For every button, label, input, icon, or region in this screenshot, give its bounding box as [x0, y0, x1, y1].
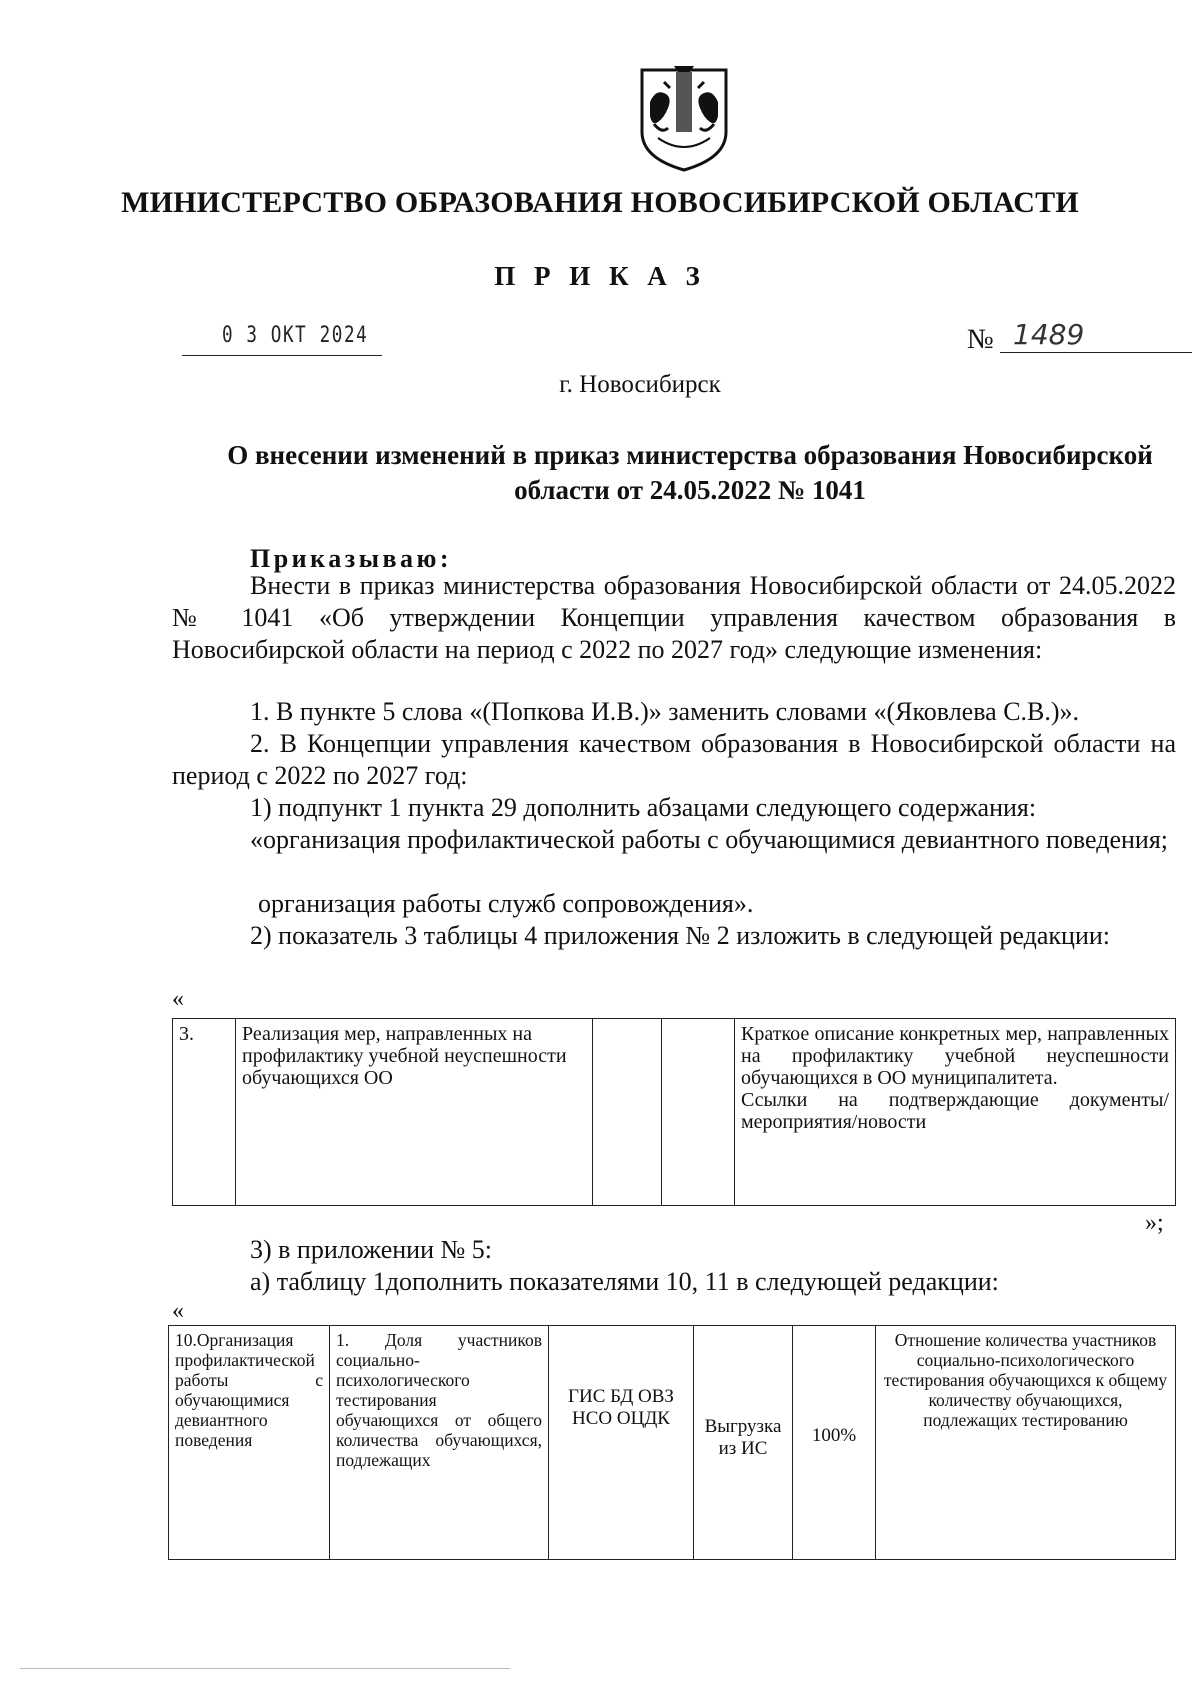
cell-description — [735, 1019, 1176, 1206]
cell-target-value: 100% — [793, 1326, 876, 1560]
paragraph-quote-1: «организация профилактической работы с обучающимися девиантного поведения; — [250, 825, 1169, 854]
paragraph-item-2: 2. В Концепции управления качеством образования в Новосибирской области на период с 2022 по 2027 год: — [172, 729, 1176, 790]
quote-close-1: »; — [1145, 1210, 1164, 1236]
paragraph-item-3a: а) таблицу 1дополнить показателями 10, 11 в следующей редакции: — [250, 1267, 999, 1296]
subject-line-2: области от 24.05.2022 № 1041 — [514, 475, 866, 505]
cell-method: Выгрузка из ИС — [694, 1326, 793, 1560]
paragraph-sub-2: 2) показатель 3 таблицы 4 приложения № 2 изложить в следующей редакции: — [250, 921, 1110, 950]
order-number: 1489 — [1013, 318, 1085, 351]
cell-calculation: Отношение количества участников социально-психологического тестирования обучающихся к общему количеству обучающихся, подлежащих тестированию — [876, 1326, 1176, 1560]
indicator-table-1 — [172, 1018, 1176, 1206]
city: г. Новосибирск — [559, 371, 721, 398]
cell-number: 3. — [173, 1019, 236, 1206]
cell-empty-2 — [662, 1019, 735, 1206]
ministry-title: МИНИСТЕРСТВО ОБРАЗОВАНИЯ НОВОСИБИРСКОЙ ОБЛАСТИ — [121, 186, 1079, 219]
paragraph-intro: Внести в приказ министерства образования Новосибирской области от 24.05.2022 № 1041 «Об утверждении Концепции управления качеством образования в Новосибирской области на период с 2022 по 2027 год» следующие изменения: — [172, 571, 1176, 664]
number-underline — [1000, 352, 1192, 353]
order-date-stamp: 0 3 ОКТ 2024 — [222, 323, 369, 348]
date-underline — [182, 355, 382, 356]
paragraph-quote-2: организация работы служб сопровождения». — [258, 889, 754, 918]
cell-source: ГИС БД ОВЗ НСО ОЦДК — [549, 1326, 694, 1560]
quote-open-2: « — [172, 1298, 184, 1324]
cell-empty-1 — [593, 1019, 662, 1206]
order-subject — [200, 438, 1180, 508]
paragraph-item-3: 3) в приложении № 5: — [250, 1235, 493, 1264]
quote-open-1: « — [172, 986, 184, 1012]
order-word: Приказываю: — [250, 544, 453, 573]
cell-direction: 10.Организация профилактической работы с обучающимися девиантного поведения — [169, 1326, 330, 1560]
subject-line-1: О внесении изменений в приказ министерства образования Новосибирской — [227, 440, 1153, 470]
coat-of-arms-icon — [638, 62, 730, 174]
description-text: Краткое описание конкретных мер, направленных на профилактику учебной неуспешности обучающихся в ОО муниципалитета. — [741, 1023, 1169, 1089]
cell-indicator: 1. Доля участников социально-психологического тестирования обучающихся от общего количества обучающихся, подлежащих — [330, 1326, 549, 1560]
table-row — [173, 1019, 1176, 1206]
indicator-table-2 — [168, 1325, 1176, 1560]
footer-divider — [20, 1668, 510, 1669]
paragraph-item-1: 1. В пункте 5 слова «(Попкова И.В.)» заменить словами «(Яковлева С.В.)». — [250, 697, 1080, 726]
links-text: Ссылки на подтверждающие документы/мероприятия/новости — [741, 1089, 1169, 1133]
table-row — [169, 1326, 1176, 1560]
paragraph-sub-1: 1) подпункт 1 пункта 29 дополнить абзацами следующего содержания: — [250, 793, 1037, 822]
document-type: П Р И К А З — [494, 261, 706, 291]
cell-indicator-name: Реализация мер, направленных на профилактику учебной неуспешности обучающихся ОО — [236, 1019, 593, 1206]
number-label: № — [967, 324, 994, 355]
